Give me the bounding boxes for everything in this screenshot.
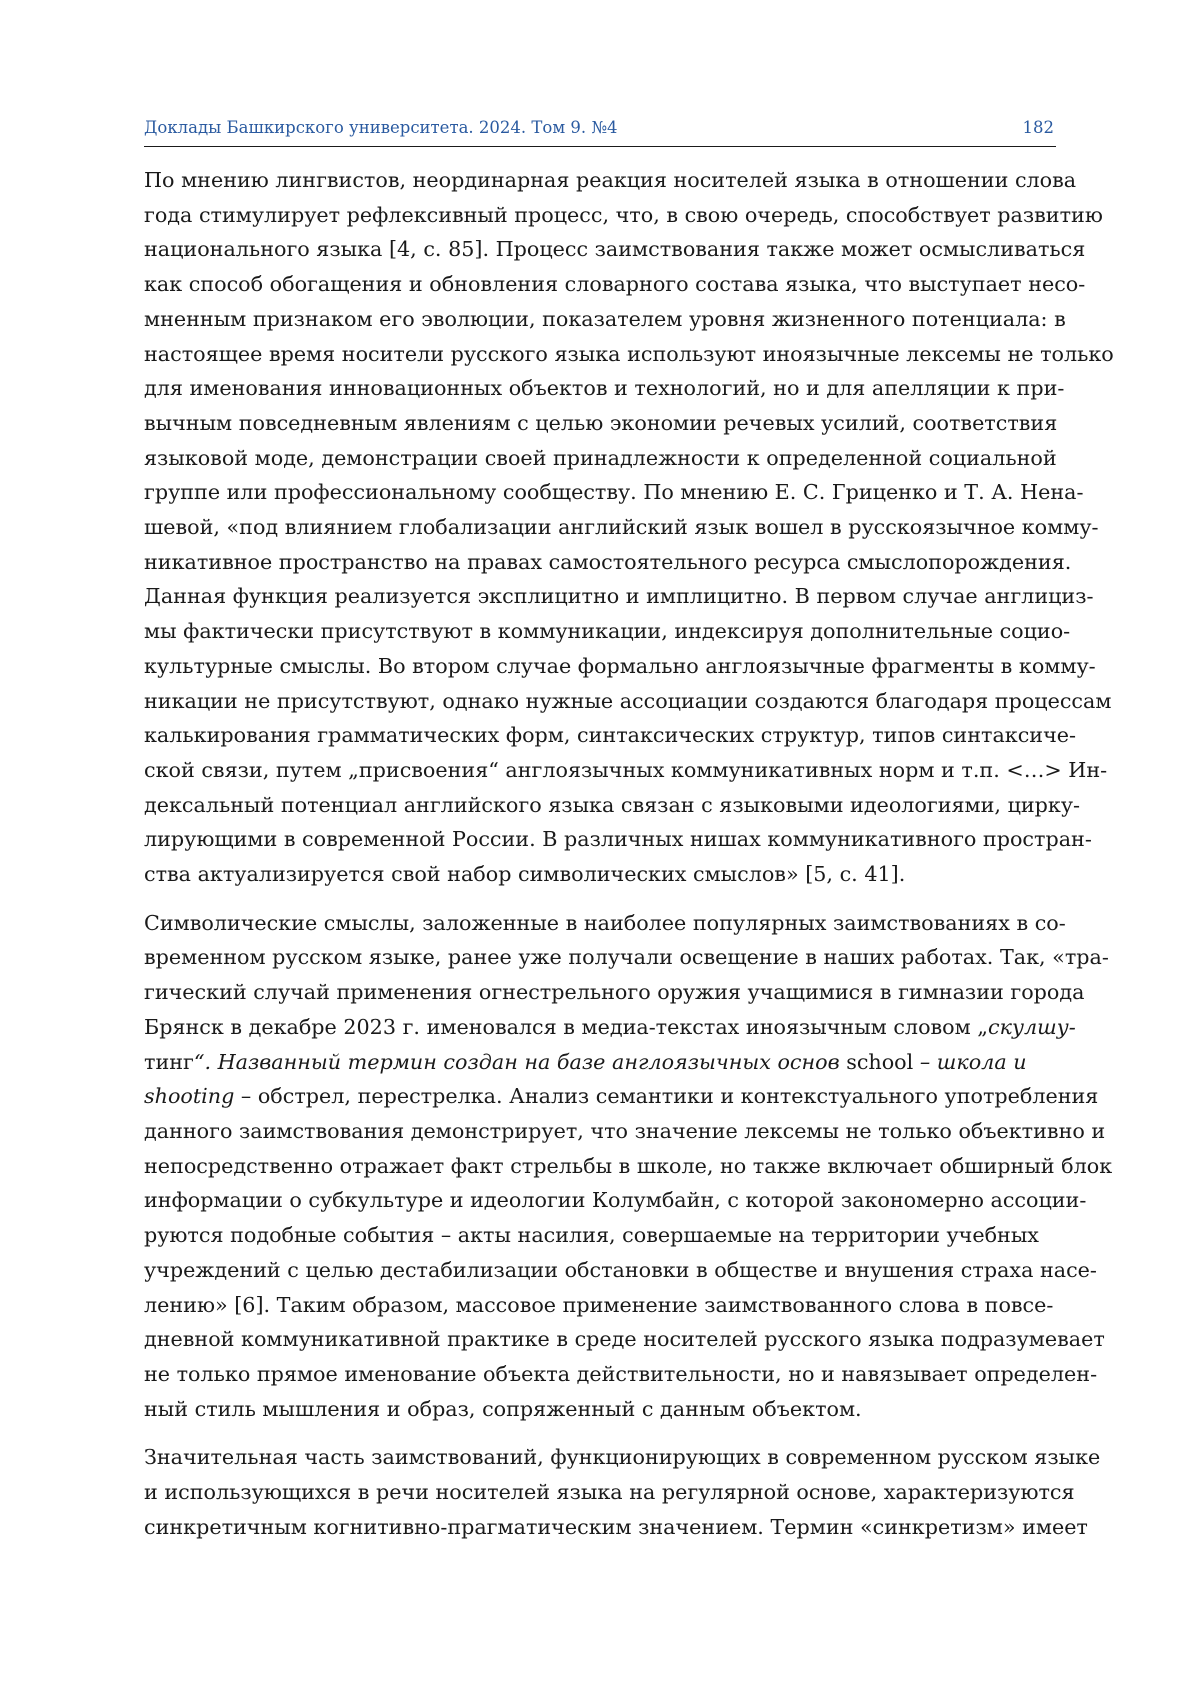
text-run: национального языка [4, с. 85]. Процесс заимствования также может осмысливаться (144, 237, 1086, 262)
text-line (144, 163, 1077, 198)
text-line (144, 232, 1086, 267)
text-line (144, 1183, 1087, 1218)
text-run: ный стиль мышления и образ, сопряженный с данным объектом. (144, 1396, 862, 1421)
text-run: года стимулирует рефлексивный процесс, что, в свою очередь, способствует развитию (144, 202, 1103, 227)
text-run: языковой моде, демонстрации своей принадлежности к определенной социальной (144, 445, 1057, 470)
text-run: дневной коммуникативной практике в среде носителей русского языка подразумевает (144, 1327, 1105, 1352)
text-run: и использующихся в речи носителей языка на регулярной основе, характеризуются (144, 1480, 1075, 1505)
text-run: синкретичным когнитивно-прагматическим значением. Термин «синкретизм» имеет (144, 1514, 1088, 1539)
text-line (144, 753, 1108, 788)
text-line (144, 1149, 1113, 1184)
text-run: для именования инновационных объектов и технологий, но и для апелляции к при- (144, 376, 1065, 401)
text-run: – обстрел, перестрелка. Анализ семантики и контекстуального употребления (234, 1084, 1099, 1109)
text-line (144, 1253, 1097, 1288)
text-run: не только прямое именование объекта действительности, но и навязывает определен- (144, 1361, 1098, 1386)
text-run: тинг (144, 1049, 194, 1074)
text-run: Символические смыслы, заложенные в наиболее популярных заимствованиях в со- (144, 910, 1066, 935)
text-line (144, 614, 1071, 649)
text-line (144, 198, 1103, 233)
text-run: калькирования грамматических форм, синтаксических структур, типов синтаксиче- (144, 723, 1076, 748)
text-line (144, 1114, 1106, 1149)
text-line (144, 510, 1099, 545)
italic-term: “. Названный термин создан на базе англоязычных основ (193, 1049, 847, 1074)
text-line (144, 822, 1092, 857)
text-run: Значительная часть заимствований, функционирующих в современном русском языке (144, 1445, 1101, 1470)
text-run: шевой, «под влиянием глобализации английский язык вошел в русскоязычное комму- (144, 515, 1099, 540)
text-run: гический случай применения огнестрельного оружия учащимися в гимназии города (144, 980, 1085, 1005)
paragraph (144, 906, 1113, 1427)
text-run: как способ обогащения и обновления словарного состава языка, что выступает несо- (144, 272, 1086, 297)
article-body (144, 163, 1114, 1558)
text-line (144, 857, 1064, 892)
text-run: Данная функция реализуется эксплицитно и имплицитно. В первом случае англициз- (144, 584, 1094, 609)
text-run: school (846, 1049, 914, 1074)
text-run: данного заимствования демонстрирует, что значение лексемы не только объективно и (144, 1118, 1106, 1143)
text-run: ства актуализируется свой набор символических смыслов» [5, с. 41]. (144, 862, 906, 887)
paragraph (144, 1440, 1101, 1544)
paragraph (144, 163, 1114, 892)
text-run: По мнению лингвистов, неординарная реакция носителей языка в отношении слова (144, 168, 1077, 192)
text-run: никативное пространство на правах самостоятельного ресурса смыслопорождения. (144, 549, 1072, 574)
text-line (144, 1045, 1064, 1080)
text-run: группе или профессиональному сообществу. По мнению Е. С. Гриценко и Т. А. Нена- (144, 480, 1084, 505)
text-line (144, 1322, 1105, 1357)
text-line (144, 1392, 1064, 1427)
text-line (144, 788, 1081, 823)
text-run: руются подобные события – акты насилия, совершаемые на территории учебных (144, 1223, 1039, 1248)
text-line (144, 371, 1064, 406)
text-run: информации о субкультуре и идеологии Колумбайн, с которой закономерно ассоции- (144, 1188, 1087, 1213)
text-run: временном русском языке, ранее уже получали освещение в наших работах. Так, «тра- (144, 945, 1109, 970)
text-line (144, 302, 1064, 337)
text-line (144, 1218, 1064, 1253)
text-run: мы фактически присутствуют в коммуникации, индексируя дополнительные социо- (144, 619, 1071, 644)
text-line (144, 337, 1114, 372)
text-run: никации не присутствуют, однако нужные ассоциации создаются благодаря процессам (144, 688, 1112, 713)
italic-term: – школа и (913, 1049, 1027, 1074)
text-run: лению» [6]. Таким образом, массовое применение заимствованного слова в повсе- (144, 1292, 1054, 1317)
text-run: мненным признаком его эволюции, показателем уровня жизненного потенциала: в (144, 306, 1066, 331)
italic-term: скулшу- (988, 1014, 1076, 1039)
italic-term: shooting (144, 1084, 235, 1109)
text-line (144, 475, 1084, 510)
page-number: 182 (1022, 118, 1054, 137)
text-line (144, 441, 1064, 476)
text-line (144, 1510, 1088, 1545)
text-line (144, 1440, 1101, 1475)
text-line (144, 545, 1072, 580)
text-run: вычным повседневным явлениям с целью экономии речевых усилий, соответствия (144, 410, 1058, 435)
text-line (144, 684, 1112, 719)
text-run: лирующими в современной России. В различных нишах коммуникативного простран- (144, 827, 1092, 852)
text-line (144, 267, 1086, 302)
text-line (144, 1288, 1064, 1323)
text-line (144, 1475, 1075, 1510)
text-run: настоящее время носители русского языка используют иноязычные лексемы не только (144, 341, 1114, 366)
text-line (144, 940, 1109, 975)
journal-title: Доклады Башкирского университета. 2024. Том 9. №4 (144, 118, 618, 137)
text-run: ской связи, путем „присвоения“ англоязычных коммуникативных норм и т.п. <…> Ин- (144, 757, 1108, 782)
text-run: Брянск в декабре 2023 г. именовался в медиа-текстах иноязычным словом „ (144, 1014, 989, 1039)
text-run: дексальный потенциал английского языка связан с языковыми идеологиями, цирку- (144, 792, 1081, 817)
text-line (144, 649, 1096, 684)
text-run: учреждений с целью дестабилизации обстановки в обществе и внушения страха насе- (144, 1257, 1097, 1282)
text-line (144, 718, 1076, 753)
text-line (144, 1357, 1098, 1392)
text-line (144, 906, 1064, 941)
text-line (144, 406, 1064, 441)
text-line (144, 1079, 1099, 1114)
running-header (144, 116, 1056, 147)
text-run: непосредственно отражает факт стрельбы в школе, но также включает обширный блок (144, 1153, 1113, 1178)
text-line (144, 975, 1085, 1010)
text-line (144, 579, 1094, 614)
text-line (144, 1010, 1076, 1045)
text-run: культурные смыслы. Во втором случае формально англоязычные фрагменты в комму- (144, 653, 1096, 678)
